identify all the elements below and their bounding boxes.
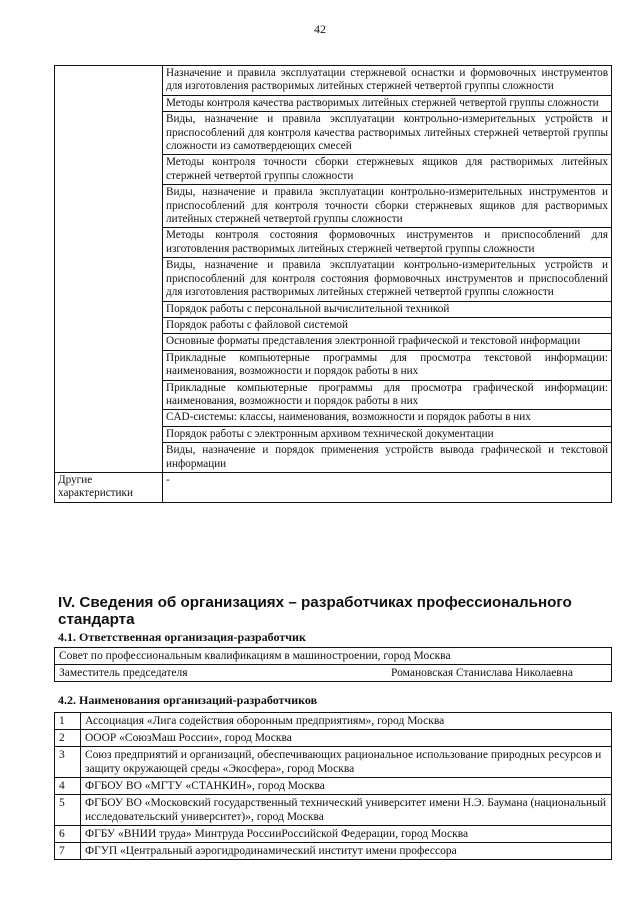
knowledge-item: CAD-системы: классы, наименования, возможности и порядок работы в них	[163, 410, 612, 426]
developer-orgs-table	[54, 712, 612, 860]
section-title: IV. Сведения об организациях – разработчиках профессионального стандарта	[58, 594, 572, 628]
org-name: ОООР «СоюзМаш России», город Москва	[81, 730, 612, 747]
knowledge-item: Порядок работы с персональной вычислительной техникой	[163, 301, 612, 317]
knowledge-table	[54, 65, 612, 503]
table-row	[55, 66, 612, 96]
table-row	[55, 665, 612, 682]
table-row	[55, 730, 612, 747]
knowledge-item: Прикладные компьютерные программы для просмотра графической информации: наименования, возможности и порядок работы в них	[163, 380, 612, 410]
org-number: 4	[55, 778, 81, 795]
knowledge-item: Методы контроля состояния формовочных инструментов и приспособлений для изготовления растворимых литейных стержней четвертой группы сложности	[163, 228, 612, 258]
subsection-title-responsible: 4.1. Ответственная организация-разработчик	[58, 630, 306, 644]
table-row	[55, 826, 612, 843]
table-row	[55, 795, 612, 826]
table-row	[55, 843, 612, 860]
knowledge-item: Порядок работы с файловой системой	[163, 317, 612, 333]
table-row	[55, 747, 612, 778]
signatory-position: Заместитель председателя	[59, 667, 188, 679]
page-number: 42	[314, 22, 326, 36]
table-row	[55, 778, 612, 795]
org-number: 7	[55, 843, 81, 860]
org-name: ФГУП «Центральный аэрогидродинамический институт имени профессора	[81, 843, 612, 860]
knowledge-item: Виды, назначение и правила эксплуатации контрольно-измерительных устройств и приспособлений для контроля качества растворимых литейных стержней четвертой группы сложности из самотвердеющих смесей	[163, 112, 612, 155]
responsible-org-name: Совет по профессиональным квалификациям в машиностроении, город Москва	[55, 648, 612, 665]
knowledge-item: Методы контроля точности сборки стержневых ящиков для растворимых литейных стержней четвертой группы сложности	[163, 155, 612, 185]
signatory-person: Романовская Станислава Николаевна	[391, 667, 573, 679]
org-name: Ассоциация «Лига содействия оборонным предприятиям», город Москва	[81, 713, 612, 730]
knowledge-item: Виды, назначение и правила эксплуатации контрольно-измерительных устройств и приспособлений для контроля состояния формовочных инструментов и приспособлений для изготовления растворимых литейных стержней четвертой группы сложности	[163, 258, 612, 301]
knowledge-item: Назначение и правила эксплуатации стержневой оснастки и формовочных инструментов для изготовления растворимых литейных стержней четвертой группы сложности	[163, 66, 612, 96]
responsible-org-table	[54, 647, 612, 682]
org-number: 3	[55, 747, 81, 778]
knowledge-item: Прикладные компьютерные программы для просмотра текстовой информации: наименования, возможности и порядок работы в них	[163, 350, 612, 380]
knowledge-item: Методы контроля качества растворимых литейных стержней четвертой группы сложности	[163, 95, 612, 111]
org-name: ФГБОУ ВО «МГТУ «СТАНКИН», город Москва	[81, 778, 612, 795]
knowledge-item: Основные форматы представления электронной графической и текстовой информации	[163, 334, 612, 350]
responsible-signatory	[55, 665, 612, 682]
org-number: 2	[55, 730, 81, 747]
other-characteristics-label: Другие характеристики	[55, 472, 163, 502]
subsection-title-developers: 4.2. Наименования организаций-разработчиков	[58, 693, 318, 707]
org-number: 6	[55, 826, 81, 843]
table-row-other	[55, 472, 612, 502]
org-name: ФГБУ «ВНИИ труда» Минтруда РоссииРоссийской Федерации, город Москва	[81, 826, 612, 843]
org-name: ФГБОУ ВО «Московский государственный технический университет имени Н.Э. Баумана (национальный исследовательский университет)», город Москва	[81, 795, 612, 826]
table-row	[55, 713, 612, 730]
table-row	[55, 648, 612, 665]
org-number: 1	[55, 713, 81, 730]
org-number: 5	[55, 795, 81, 826]
org-name: Союз предприятий и организаций, обеспечивающих рациональное использование природных ресурсов и защиту окружающей среды «Экосфера», город Москва	[81, 747, 612, 778]
knowledge-item: Порядок работы с электронным архивом технической документации	[163, 426, 612, 442]
knowledge-item: Виды, назначение и правила эксплуатации контрольно-измерительных инструментов и приспособлений для контроля точности сборки стержневых ящиков для растворимых литейных стержней четвертой группы сложности	[163, 185, 612, 228]
table-left-cell	[55, 66, 163, 473]
knowledge-item: Виды, назначение и порядок применения устройств вывода графической и текстовой информации	[163, 443, 612, 473]
other-characteristics-value: -	[163, 472, 612, 502]
